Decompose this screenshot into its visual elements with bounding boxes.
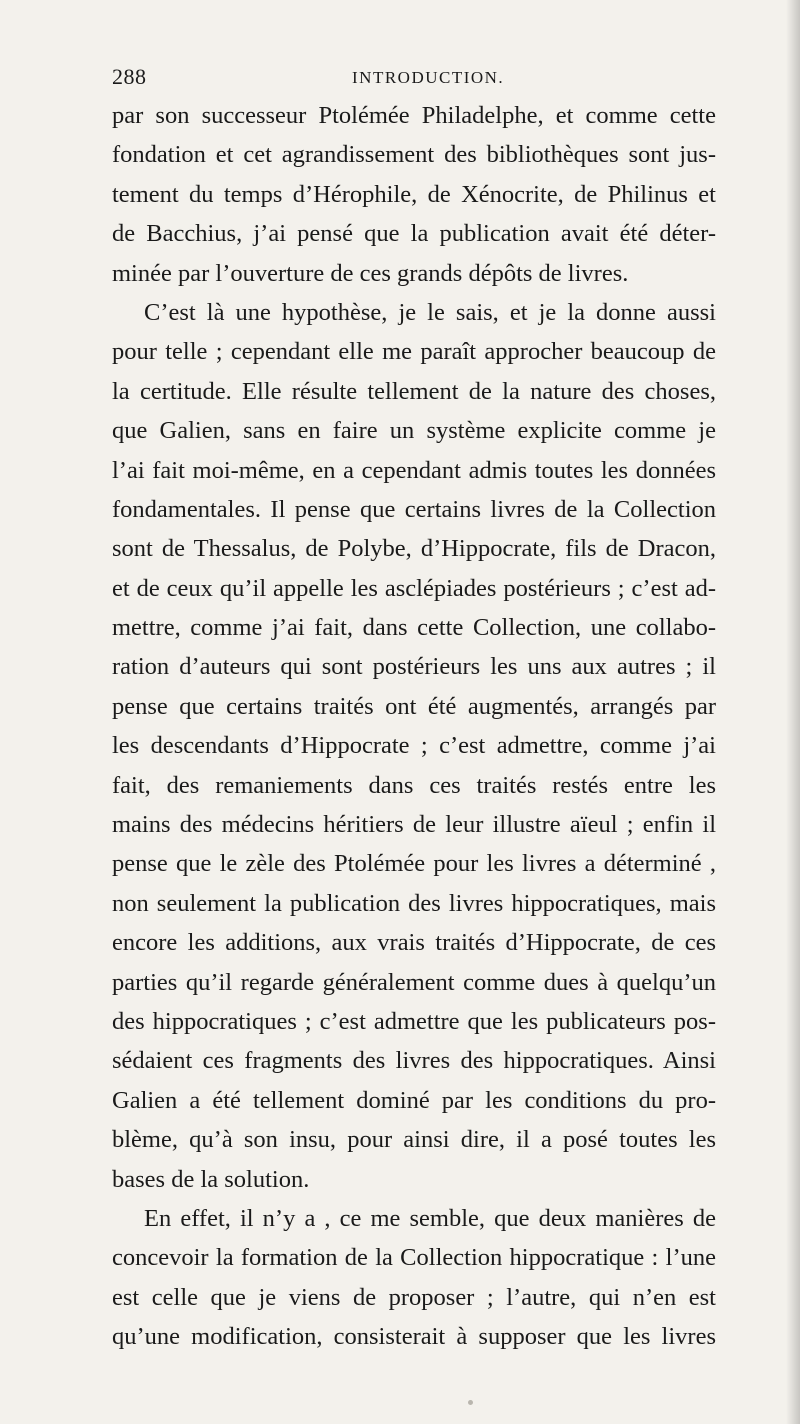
- text-line: ration d’auteurs qui sont postérieurs les uns aux autres ; il: [112, 653, 716, 681]
- text-line: parties qu’il regarde généralement comme dues à quelqu’un: [112, 968, 716, 996]
- text-line: que Galien, sans en faire un système explicite comme je: [112, 417, 716, 445]
- text-line: minée par l’ouverture de ces grands dépôts de livres.: [112, 259, 629, 287]
- text-line: pour telle ; cependant elle me paraît approcher beaucoup de: [112, 338, 716, 366]
- text-line: par son successeur Ptolémée Philadelphe, et comme cette: [112, 102, 716, 129]
- text-line: fondation et cet agrandissement des bibliothèques sont jus-: [112, 141, 716, 169]
- text-line: bases de la solution.: [112, 1165, 310, 1193]
- text-line: pense que certains traités ont été augmentés, arrangés par: [112, 692, 716, 720]
- text-line: C’est là une hypothèse, je le sais, et je la donne aussi: [144, 298, 716, 326]
- text-line: fondamentales. Il pense que certains livres de la Collection: [112, 495, 716, 523]
- page-header: [112, 64, 712, 94]
- text-line: les descendants d’Hippocrate ; c’est admettre, comme j’ai: [112, 732, 716, 760]
- text-line: fait, des remaniements dans ces traités restés entre les: [112, 771, 716, 799]
- text-line: est celle que je viens de proposer ; l’autre, qui n’en est: [112, 1283, 716, 1311]
- text-line: Galien a été tellement dominé par les conditions du pro-: [112, 1086, 716, 1114]
- text-line: concevoir la formation de la Collection hippocratique : l’une: [112, 1244, 716, 1272]
- text-line: sédaient ces fragments des livres des hippocratiques. Ainsi: [112, 1047, 716, 1075]
- page-number: 288: [112, 64, 147, 89]
- body-text: [112, 96, 716, 1357]
- text-line: qu’une modification, consisterait à supposer que les livres: [112, 1323, 716, 1351]
- text-line: tement du temps d’Hérophile, de Xénocrite, de Philinus et: [112, 180, 716, 208]
- text-line: des hippocratiques ; c’est admettre que les publicateurs pos-: [112, 1007, 716, 1035]
- text-line: encore les additions, aux vrais traités d’Hippocrate, de ces: [112, 929, 716, 957]
- text-line: blème, qu’à son insu, pour ainsi dire, il a posé toutes les: [112, 1126, 716, 1154]
- text-line: En effet, il n’y a , ce me semble, que deux manières de: [144, 1204, 716, 1232]
- running-title: INTRODUCTION.: [352, 68, 505, 87]
- text-line: la certitude. Elle résulte tellement de la nature des choses,: [112, 377, 716, 405]
- text-line: pense que le zèle des Ptolémée pour les livres a déterminé ,: [112, 850, 716, 878]
- text-line: de Bacchius, j’ai pensé que la publication avait été déter-: [112, 220, 716, 248]
- text-line: l’ai fait moi-même, en a cependant admis toutes les données: [112, 456, 716, 484]
- text-line: non seulement la publication des livres hippocratiques, mais: [112, 889, 716, 917]
- text-line: mettre, comme j’ai fait, dans cette Collection, une collabo-: [112, 614, 716, 642]
- text-line: sont de Thessalus, de Polybe, d’Hippocrate, fils de Dracon,: [112, 535, 716, 563]
- text-line: mains des médecins héritiers de leur illustre aïeul ; enfin il: [112, 811, 716, 839]
- text-line: et de ceux qu’il appelle les asclépiades postérieurs ; c’est ad-: [112, 574, 716, 602]
- paper-speck: [468, 1400, 473, 1405]
- page-edge-shadow: [786, 0, 800, 1424]
